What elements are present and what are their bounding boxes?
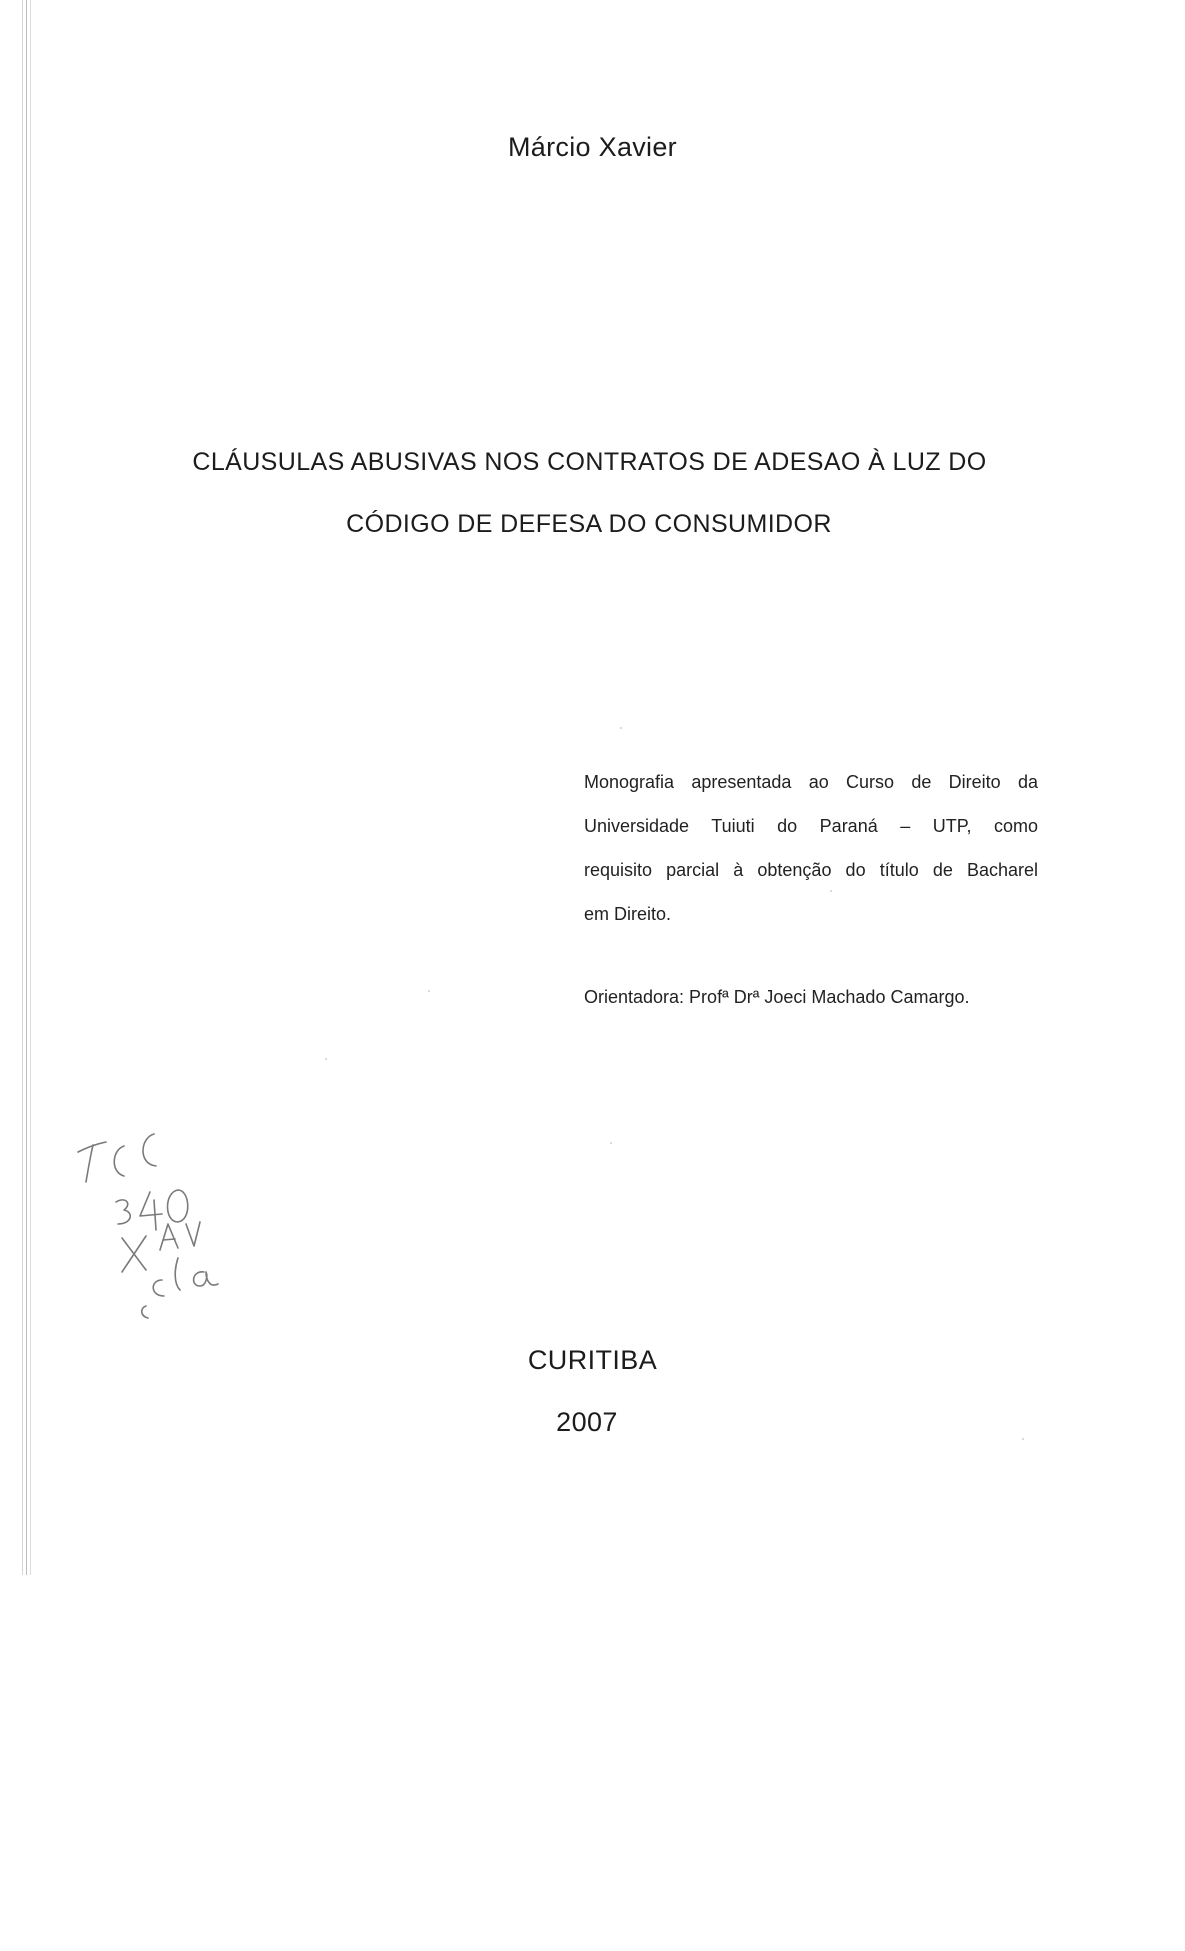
handwritten-annotation: [66, 1120, 256, 1320]
author-name: Márcio Xavier: [508, 132, 677, 162]
publication-year: 2007: [556, 1407, 618, 1437]
scan-speck: [830, 890, 832, 892]
advisor-line: Orientadora: Profª Drª Joeci Machado Camargo.: [584, 987, 970, 1007]
monograph-note-line: em Direito.: [584, 904, 672, 924]
scan-speck: [610, 1142, 612, 1144]
city-name: CURITIBA: [527, 1345, 658, 1375]
scan-edge-line: [22, 0, 23, 1575]
scan-speck: [325, 1058, 327, 1060]
thesis-title-line-1: CLÁUSULAS ABUSIVAS NOS CONTRATOS DE ADESAO À LUZ DO: [192, 448, 987, 476]
scan-speck: [620, 727, 622, 729]
scan-speck: [1022, 1438, 1024, 1440]
scan-edge-line: [26, 0, 27, 1575]
scan-speck: [428, 990, 430, 992]
monograph-note-line: requisito parcial à obtenção do título de Bacharel: [584, 860, 1038, 880]
thesis-title-line-2: CÓDIGO DE DEFESA DO CONSUMIDOR: [346, 510, 832, 538]
monograph-note-line: Monografia apresentada ao Curso de Direito da: [584, 772, 1038, 792]
scan-edge-line: [30, 0, 31, 1575]
monograph-note-line: Universidade Tuiuti do Paraná – UTP, como: [584, 816, 1038, 836]
monograph-note: [584, 760, 1038, 936]
